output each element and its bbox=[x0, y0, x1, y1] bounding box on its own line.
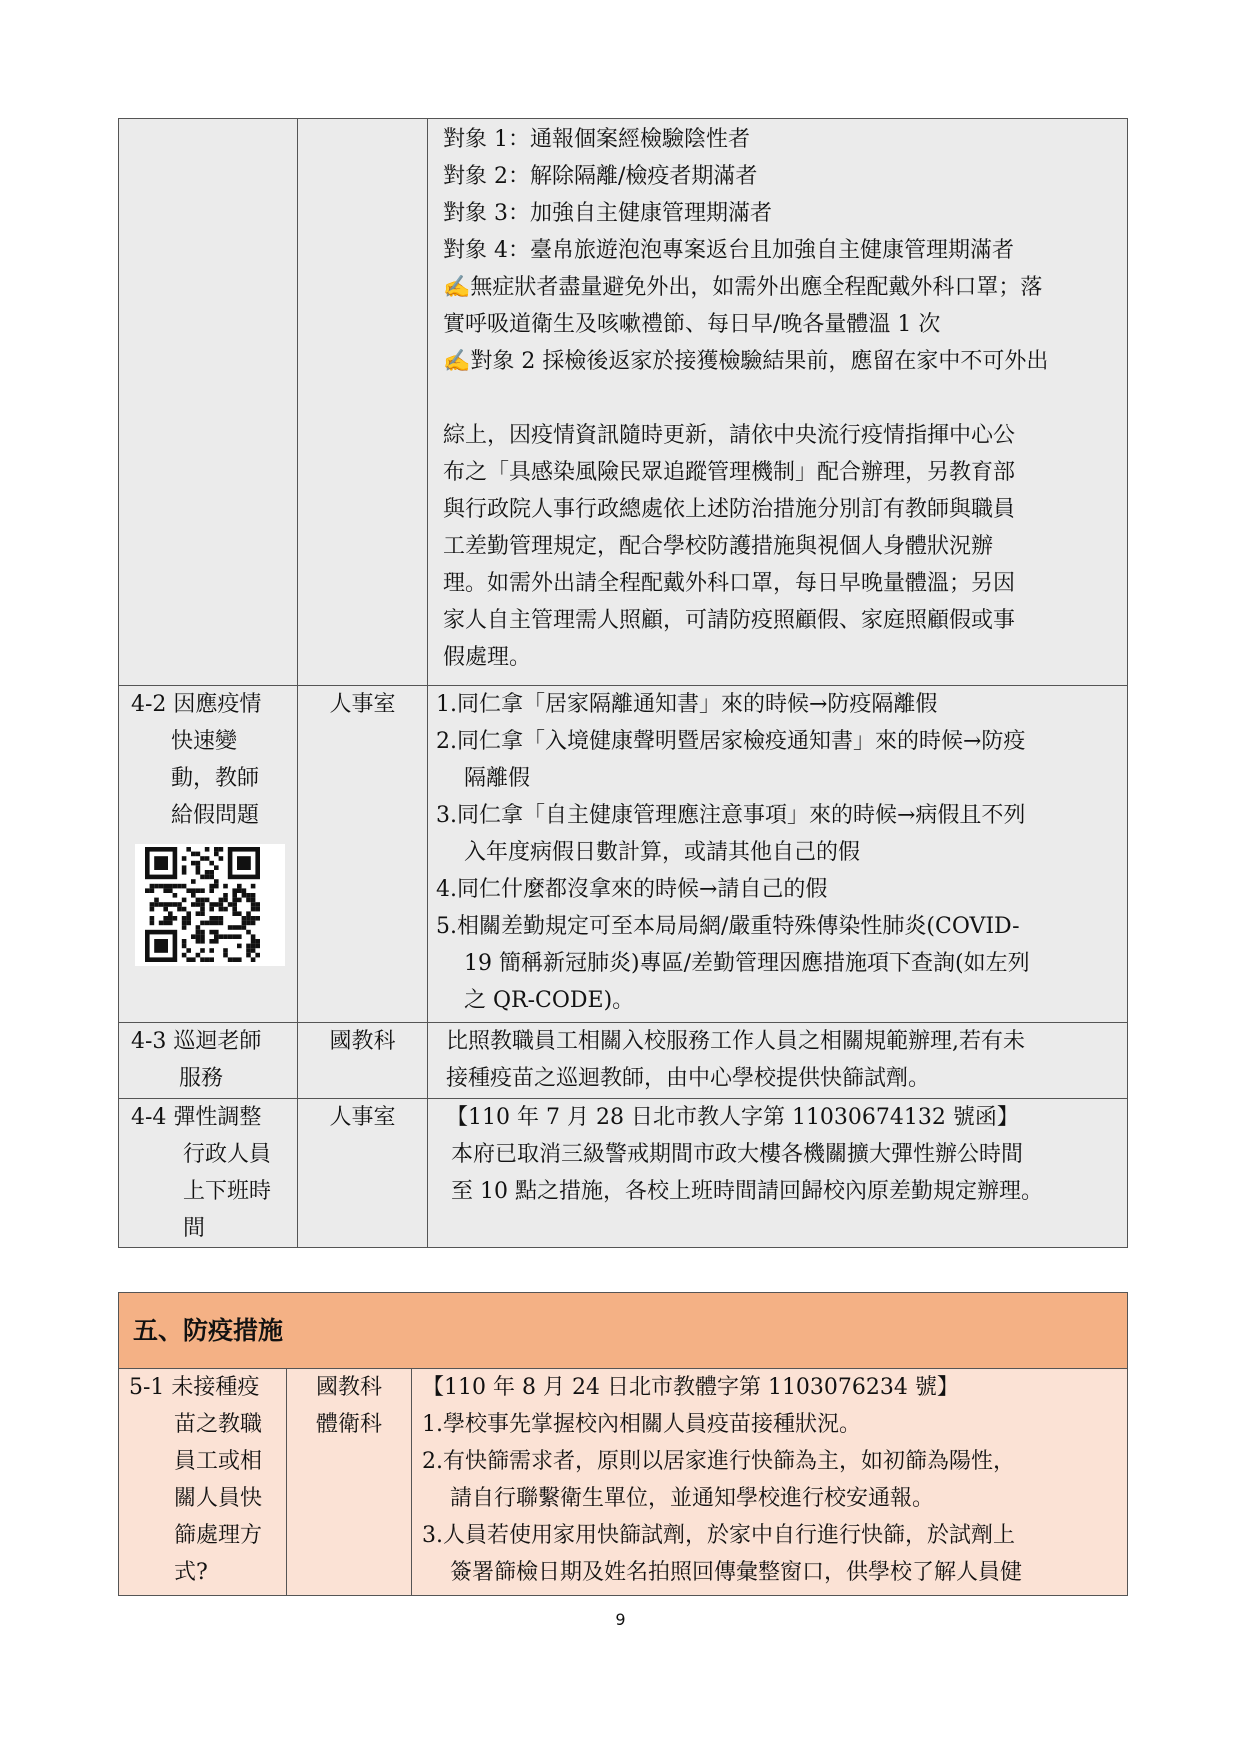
table-row bbox=[119, 1023, 1128, 1099]
section-heading: 五、防疫措施 bbox=[119, 1293, 1128, 1369]
table-row bbox=[119, 1369, 1128, 1596]
item-title: 員工或相 bbox=[174, 1449, 263, 1474]
personnel-measures-table bbox=[118, 118, 1128, 1248]
item-title: 苗之教職 bbox=[174, 1412, 263, 1437]
list-item: 3.同仁拿「自主健康管理應注意事項」來的時候→病假且不列 bbox=[436, 803, 1026, 828]
unit-label: 國教科 bbox=[329, 1029, 396, 1054]
content-line: 對象 2：解除隔離/檢疫者期滿者 bbox=[443, 164, 758, 189]
row5-unit-cell bbox=[287, 1369, 412, 1596]
table-row bbox=[119, 686, 1128, 1023]
item-title: 篩處理方 bbox=[174, 1523, 263, 1548]
item-title: 5-1 未接種疫 bbox=[129, 1375, 260, 1400]
prevention-measures-table bbox=[118, 1292, 1128, 1596]
row3-title-cell bbox=[119, 1099, 298, 1248]
list-item-cont: 19 簡稱新冠肺炎)專區/差勤管理因應措施項下查詢(如左列 bbox=[464, 951, 1030, 976]
content-line: 工差勤管理規定，配合學校防護措施與視個人身體狀況辦 bbox=[443, 534, 994, 559]
content-line: 對象 1：通報個案經檢驗陰性者 bbox=[443, 127, 750, 152]
row1-content-cell bbox=[428, 686, 1128, 1023]
list-item-cont: 入年度病假日數計算，或請其他自己的假 bbox=[464, 840, 861, 865]
content-line: 接種疫苗之巡迴教師，由中心學校提供快篩試劑。 bbox=[446, 1066, 931, 1091]
item-title: 4-4 彈性調整 bbox=[131, 1105, 262, 1130]
table-row bbox=[119, 119, 1128, 686]
row0-content-cell bbox=[428, 119, 1128, 686]
content-line: 理。如需外出請全程配戴外科口罩，每日早晚量體溫；另因 bbox=[443, 571, 1016, 596]
content-line: 與行政院人事行政總處依上述防治措施分別訂有教師與職員 bbox=[443, 497, 1016, 522]
content-line: 布之「具感染風險民眾追蹤管理機制」配合辦理，另教育部 bbox=[443, 460, 1016, 485]
content-line: 對象 4：臺帛旅遊泡泡專案返台且加強自主健康管理期滿者 bbox=[443, 238, 1014, 263]
content-line: 本府已取消三級警戒期間市政大樓各機關擴大彈性辦公時間 bbox=[451, 1142, 1024, 1167]
content-line: ✍對象 2 採檢後返家於接獲檢驗結果前，應留在家中不可外出 bbox=[443, 349, 1049, 374]
content-line: 至 10 點之措施，各校上班時間請回歸校內原差勤規定辦理。 bbox=[451, 1179, 1043, 1204]
content-line: 對象 3：加強自主健康管理期滿者 bbox=[443, 201, 772, 226]
item-title: 關人員快 bbox=[174, 1486, 263, 1511]
unit-label: 人事室 bbox=[329, 1105, 396, 1130]
row5-title-cell bbox=[119, 1369, 287, 1596]
item-title: 快速變 bbox=[171, 729, 238, 754]
row3-content-cell bbox=[428, 1099, 1128, 1248]
content-line: 家人自主管理需人照顧，可請防疫照顧假、家庭照顧假或事 bbox=[443, 608, 1016, 633]
list-item-cont: 請自行聯繫衛生單位，並通知學校進行校安通報。 bbox=[450, 1486, 935, 1511]
item-title: 行政人員 bbox=[183, 1142, 272, 1167]
list-item: 2.同仁拿「入境健康聲明暨居家檢疫通知書」來的時候→防疫 bbox=[436, 729, 1026, 754]
item-title: 4-2 因應疫情 bbox=[131, 692, 262, 717]
unit-label: 國教科 bbox=[315, 1375, 382, 1400]
row1-unit-cell bbox=[298, 686, 428, 1023]
row2-title-cell bbox=[119, 1023, 298, 1099]
content-line: 比照教職員工相關入校服務工作人員之相關規範辦理,若有未 bbox=[446, 1029, 1025, 1054]
list-item: 1.同仁拿「居家隔離通知書」來的時候→防疫隔離假 bbox=[436, 692, 938, 717]
table-row bbox=[119, 1099, 1128, 1248]
item-title: 給假問題 bbox=[171, 803, 260, 828]
list-item: 5.相關差勤規定可至本局局網/嚴重特殊傳染性肺炎(COVID- bbox=[436, 914, 1020, 939]
content-line: 綜上，因疫情資訊隨時更新，請依中央流行疫情指揮中心公 bbox=[443, 423, 1016, 448]
row0-title-cell bbox=[119, 119, 298, 686]
content-line: 【110 年 7 月 28 日北市教人字第 11030674132 號函】 bbox=[446, 1105, 1019, 1130]
blank-line bbox=[443, 380, 1127, 417]
list-item-cont: 簽署篩檢日期及姓名拍照回傳彙整窗口，供學校了解人員健 bbox=[450, 1560, 1023, 1585]
unit-label: 人事室 bbox=[329, 692, 396, 717]
item-title: 式? bbox=[174, 1560, 208, 1585]
unit-label: 體衛科 bbox=[315, 1412, 382, 1437]
page-number: 9 bbox=[615, 1610, 626, 1629]
row1-title-cell bbox=[119, 686, 298, 1023]
row3-unit-cell bbox=[298, 1099, 428, 1248]
content-line: 假處理。 bbox=[443, 645, 532, 670]
content-line: 實呼吸道衛生及咳嗽禮節、每日早/晚各量體溫 1 次 bbox=[443, 312, 941, 337]
item-title: 間 bbox=[183, 1216, 206, 1241]
section-heading-row bbox=[119, 1293, 1128, 1369]
item-title: 4-3 巡迴老師 bbox=[131, 1029, 262, 1054]
list-item: 3.人員若使用家用快篩試劑，於家中自行進行快篩，於試劑上 bbox=[422, 1523, 1015, 1548]
list-item: 【110 年 8 月 24 日北市教體字第 1103076234 號】 bbox=[422, 1375, 959, 1400]
row2-content-cell bbox=[428, 1023, 1128, 1099]
list-item: 1.學校事先掌握校內相關人員疫苗接種狀況。 bbox=[422, 1412, 861, 1437]
row2-unit-cell bbox=[298, 1023, 428, 1099]
item-title: 動，教師 bbox=[171, 766, 260, 791]
row5-content-cell bbox=[412, 1369, 1128, 1596]
row0-unit-cell bbox=[298, 119, 428, 686]
item-title: 服務 bbox=[179, 1066, 224, 1091]
item-title: 上下班時 bbox=[183, 1179, 272, 1204]
list-item-cont: 之 QR-CODE)。 bbox=[464, 988, 635, 1013]
list-item-cont: 隔離假 bbox=[464, 766, 531, 791]
list-item: 2.有快篩需求者，原則以居家進行快篩為主，如初篩為陽性， bbox=[422, 1449, 1015, 1474]
list-item: 4.同仁什麼都沒拿來的時候→請自己的假 bbox=[436, 877, 828, 902]
content-line: ✍無症狀者盡量避免外出，如需外出應全程配戴外科口罩；落 bbox=[443, 275, 1043, 300]
qr-code-icon[interactable] bbox=[135, 844, 285, 966]
